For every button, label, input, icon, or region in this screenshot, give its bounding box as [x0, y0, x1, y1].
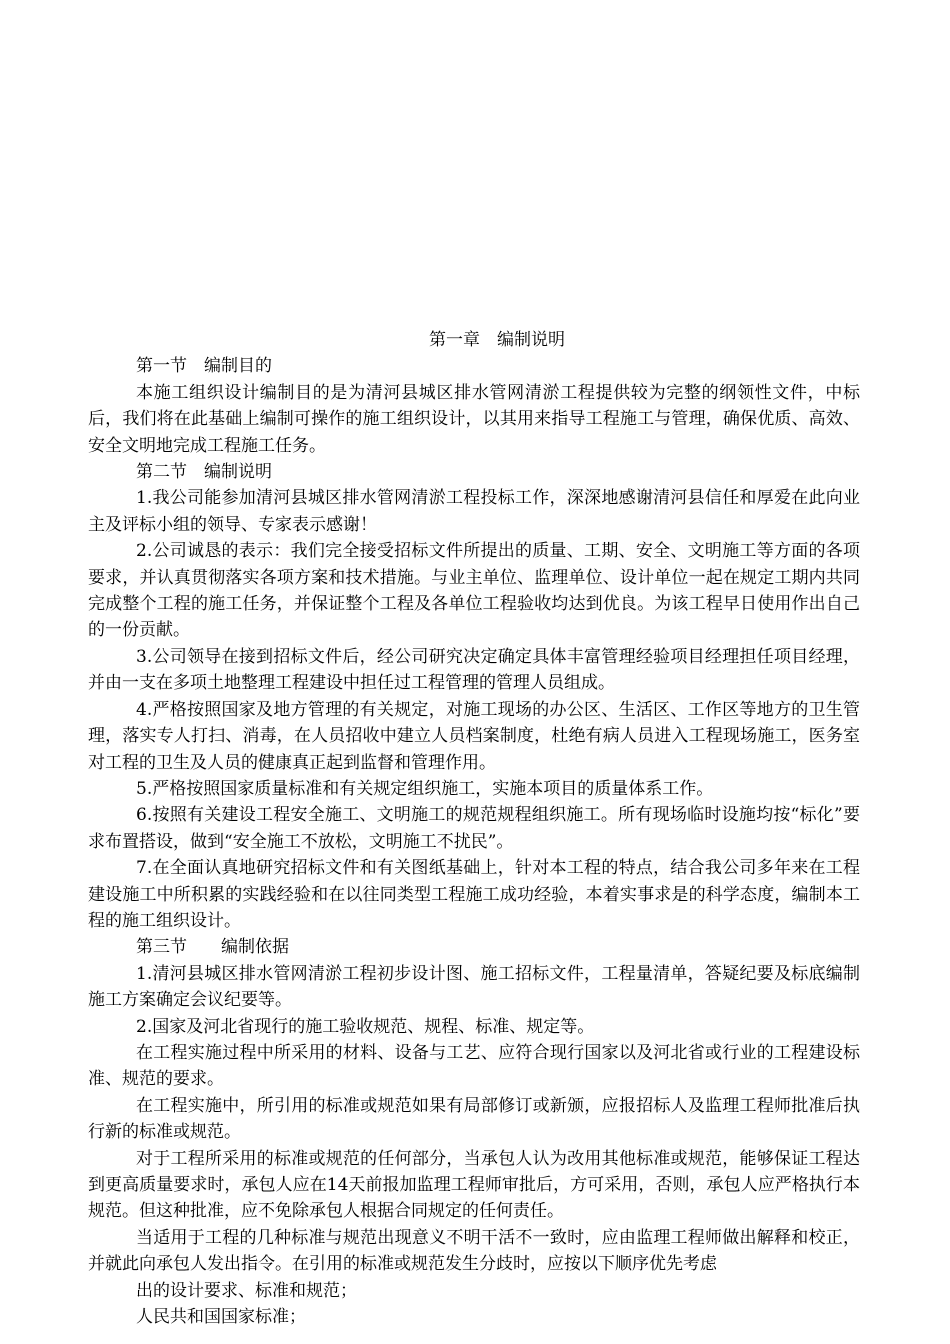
paragraph: 3.公司领导在接到招标文件后，经公司研究决定确定具体丰富管理经验项目经理担任项目经理，并由一支在多项土地整理工程建设中担任过工程管理的管理人员组成。: [88, 646, 860, 694]
document-body: [88, 327, 860, 1330]
paragraph: 6.按照有关建设工程安全施工、文明施工的规范规程组织施工。所有现场临时设施均按“标化”要求布置搭设，做到“安全施工不放松，文明施工不扰民”。: [88, 805, 860, 852]
paragraph: 1.我公司能参加清河县城区排水管网清淤工程投标工作，深深地感谢清河县信任和厚爱在此向业主及评标小组的领导、专家表示感谢！: [88, 488, 860, 535]
paragraph: 4.严格按照国家及地方管理的有关规定，对施工现场的办公区、生活区、工作区等地方的卫生管理，落实专人打扫、消毒，在人员招收中建立人员档案制度，杜绝有病人员进入工程现场施工，医务室对工程的卫生及人员的健康真正起到监督和管理作用。: [88, 699, 860, 773]
chapter-title: 第一章 编制说明: [429, 330, 565, 350]
paragraph-line: 人民共和国国家标准；: [136, 1307, 306, 1328]
paragraph-line: 出的设计要求、标准和规范；: [136, 1280, 357, 1301]
paragraph: 5.严格按照国家质量标准和有关规定组织施工，实施本项目的质量体系工作。: [136, 778, 714, 799]
section-heading-basis: 第三节 编制依据: [136, 937, 289, 958]
section-heading-purpose: 第一节 编制目的: [136, 356, 272, 377]
paragraph: 本施工组织设计编制目的是为清河县城区排水管网清淤工程提供较为完整的纲领性文件，中标后，我们将在此基础上编制可操作的施工组织设计，以其用来指导工程施工与管理，确保优质、高效、安全文明地完成工程施工任务。: [88, 382, 860, 456]
paragraph: 对于工程所采用的标准或规范的任何部分，当承包人认为改用其他标准或规范，能够保证工程达到更高质量要求时，承包人应在14天前报加监理工程师审批后，方可采用，否则，承包人应严格执行本规范。但这种批准，应不免除承包人根据合同规定的任何责任。: [88, 1148, 860, 1222]
paragraph: 2.国家及河北省现行的施工验收规范、规程、标准、规定等。: [136, 1016, 595, 1037]
paragraph: 2.公司诚恳的表示：我们完全接受招标文件所提出的质量、工期、安全、文明施工等方面的各项要求，并认真贯彻落实各项方案和技术措施。与业主单位、监理单位、设计单位一起在规定工期内共同完成整个工程的施工任务，并保证整个工程及各单位工程验收均达到优良。为该工程早日使用作出自己的一份贡献。: [88, 541, 860, 641]
paragraph: 在工程实施中，所引用的标准或规范如果有局部修订或新颁，应报招标人及监理工程师批准后执行新的标准或规范。: [88, 1095, 860, 1143]
paragraph: 1.清河县城区排水管网清淤工程初步设计图、施工招标文件，工程量清单，答疑纪要及标底编制施工方案确定会议纪要等。: [88, 963, 860, 1011]
section-heading-explanation: 第二节 编制说明: [136, 462, 272, 483]
paragraph: 7.在全面认真地研究招标文件和有关图纸基础上，针对本工程的特点，结合我公司多年来在工程建设施工中所积累的实践经验和在以往同类型工程施工成功经验，本着实事求是的科学态度，编制本工程的施工组织设计。: [88, 858, 860, 931]
paragraph: 在工程实施过程中所采用的材料、设备与工艺、应符合现行国家以及河北省或行业的工程建设标准、规范的要求。: [88, 1042, 860, 1090]
paragraph: 当适用于工程的几种标准与规范出现意义不明干活不一致时，应由监理工程师做出解释和校正，并就此向承包人发出指令。在引用的标准或规范发生分歧时，应按以下顺序优先考虑: [88, 1227, 860, 1275]
